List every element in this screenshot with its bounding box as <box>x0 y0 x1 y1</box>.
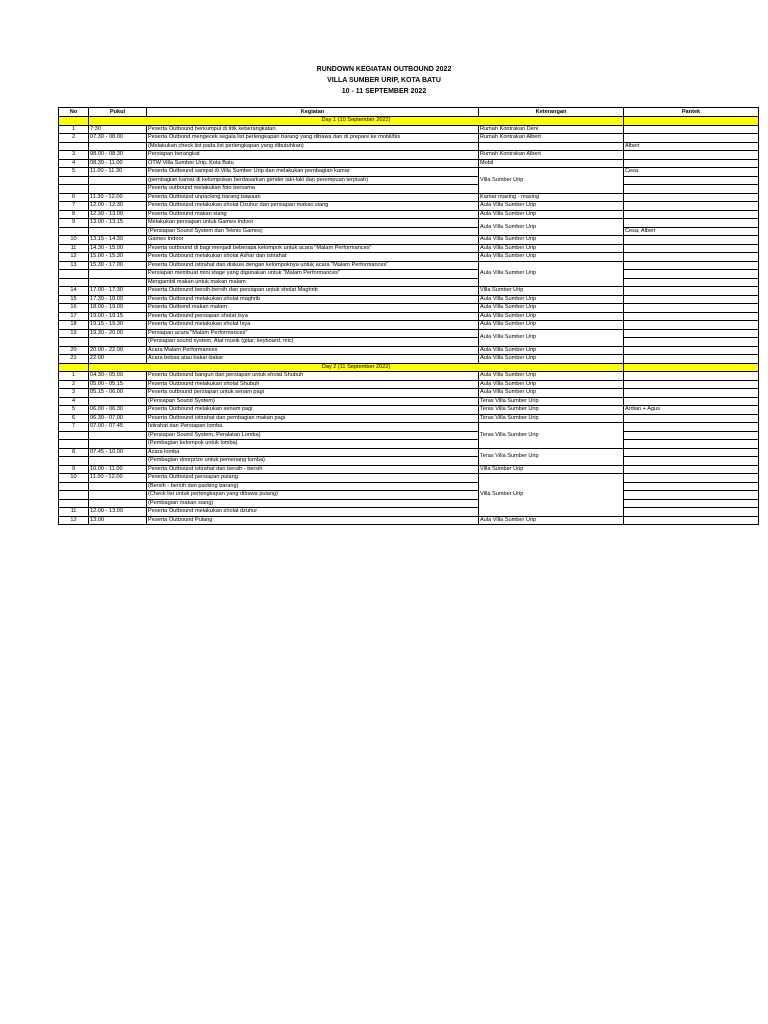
cell-kegiatan: Peserta outbound di bagi menjadi beberapa kelompok untuk acara "Malam Performances" <box>147 244 479 253</box>
cell-pantek <box>624 380 759 389</box>
cell-kegiatan: Peserta Outbound istirahat dan pembagian makan pagi <box>147 414 479 423</box>
cell-kegiatan: Peserta Outbound Pulang <box>147 516 479 525</box>
cell-pantek <box>624 516 759 525</box>
cell-no: 20 <box>59 346 89 355</box>
cell-no: 11 <box>59 508 89 517</box>
table-header-row <box>59 108 759 117</box>
cell-pukul: 08.00 - 08.30 <box>89 151 147 160</box>
cell-pantek <box>624 499 759 508</box>
cell-keterangan: Aula Villa Sumber Urip <box>479 202 624 211</box>
cell-pantek <box>624 414 759 423</box>
table-row <box>59 210 759 219</box>
cell-no: 1 <box>59 372 89 381</box>
day-row-spacer <box>59 117 89 126</box>
cell-kegiatan: Persiapan berangkat <box>147 151 479 160</box>
cell-pantek <box>624 448 759 457</box>
table-row <box>59 440 759 449</box>
cell-no: 3 <box>59 151 89 160</box>
table-row <box>59 253 759 262</box>
cell-pantek: Cesa, Albert <box>624 227 759 236</box>
document-title: RUNDOWN KEGIATAN OUTBOUND 2022 <box>316 66 452 73</box>
cell-keterangan <box>479 142 624 151</box>
cell-pukul: 11.00 - 12.00 <box>89 474 147 483</box>
table-row <box>59 278 759 287</box>
cell-no: 2 <box>59 134 89 143</box>
cell-keterangan: Aula Villa Sumber Urip <box>479 329 624 346</box>
cell-kegiatan: Peserta outbound persiapan untuk senam pagi <box>147 389 479 398</box>
cell-no: 7 <box>59 202 89 211</box>
cell-keterangan: Aula Villa Sumber Urip <box>479 253 624 262</box>
cell-no: 19 <box>59 329 89 338</box>
cell-keterangan: Villa Sumber Urip <box>479 465 624 474</box>
cell-no: 15 <box>59 295 89 304</box>
table-row <box>59 236 759 245</box>
cell-keterangan: Mobil <box>479 159 624 168</box>
cell-keterangan: Aula Villa Sumber Urip <box>479 236 624 245</box>
table-row <box>59 261 759 270</box>
cell-no: 5 <box>59 168 89 177</box>
cell-kegiatan: Acara Malam Performances <box>147 346 479 355</box>
cell-no: 10 <box>59 474 89 483</box>
day-label: Day 2 (11 September 2022) <box>89 363 624 372</box>
cell-pantek <box>624 185 759 194</box>
cell-pukul: 15.00 - 15.30 <box>89 253 147 262</box>
document-location: VILLA SUMBER URIP, KOTA BATU <box>327 77 441 84</box>
cell-no <box>59 278 89 287</box>
cell-kegiatan: (Persiapan Sound System dan Teknis Games) <box>147 227 479 236</box>
cell-no: 17 <box>59 312 89 321</box>
cell-no <box>59 440 89 449</box>
cell-no: 4 <box>59 397 89 406</box>
cell-kegiatan: Peserta Outbond mengecek segala list perlengkapan barang yang dibawa dan di prepare ke mobil/bis <box>147 134 479 143</box>
cell-kegiatan: (pembagian kamar di kelompokan berdasarkan gender laki-laki dan perempuan terpisah) <box>147 176 479 185</box>
cell-keterangan: Teras Villa Sumber Urip <box>479 406 624 415</box>
cell-keterangan: Aula Villa Sumber Urip <box>479 261 624 287</box>
cell-pukul: 17.30 - 18.00 <box>89 295 147 304</box>
cell-keterangan: Rumah Kontrakan Deni <box>479 125 624 134</box>
table-row <box>59 516 759 525</box>
table-row <box>59 151 759 160</box>
cell-keterangan: Teras Villa Sumber Urip <box>479 448 624 465</box>
day-header-row <box>59 363 759 372</box>
cell-no: 9 <box>59 219 89 228</box>
cell-no <box>59 457 89 466</box>
cell-no: 12 <box>59 253 89 262</box>
cell-kegiatan: Mengambil makan untuk makan malam <box>147 278 479 287</box>
cell-pukul: 10.00 - 11.00 <box>89 465 147 474</box>
cell-pukul: 7:30 <box>89 125 147 134</box>
cell-keterangan: Teras Villa Sumber Urip <box>479 414 624 423</box>
cell-no: 2 <box>59 380 89 389</box>
cell-pantek <box>624 261 759 270</box>
cell-pukul <box>89 176 147 185</box>
cell-kegiatan: Peserta Outbound melakukan sholat Dzuhur dan persiapan makan siang <box>147 202 479 211</box>
header-pukul: Pukul <box>89 108 147 117</box>
cell-pantek <box>624 321 759 330</box>
cell-kegiatan: Persiapan membuat mini stage yang digunakan untuk "Malam Performances" <box>147 270 479 279</box>
document-date: 10 - 11 SEPTEMBER 2022 <box>341 88 427 95</box>
cell-pukul: 12.30 - 13.00 <box>89 210 147 219</box>
cell-no <box>59 142 89 151</box>
table-row <box>59 159 759 168</box>
cell-pukul: 13.15 - 14.30 <box>89 236 147 245</box>
cell-pantek <box>624 253 759 262</box>
cell-kegiatan: Istirahat dan Persiapan lomba <box>147 423 479 432</box>
cell-pukul <box>89 278 147 287</box>
cell-kegiatan: Peserta Outbound bangun dan persiapan untuk sholat Shubuh <box>147 372 479 381</box>
cell-pukul <box>89 440 147 449</box>
cell-no: 14 <box>59 287 89 296</box>
cell-pantek <box>624 346 759 355</box>
cell-pukul: 06.30 - 07.00 <box>89 414 147 423</box>
cell-keterangan: Aula Villa Sumber Urip <box>479 219 624 236</box>
cell-pukul: 18.00 - 19.00 <box>89 304 147 313</box>
cell-pantek <box>624 219 759 228</box>
cell-pukul: 07.45 - 10.00 <box>89 448 147 457</box>
table-row <box>59 431 759 440</box>
table-row <box>59 423 759 432</box>
cell-no <box>59 176 89 185</box>
cell-pantek <box>624 465 759 474</box>
cell-no: 16 <box>59 304 89 313</box>
cell-kegiatan: Peserta Outbound melakukan sholat Shubuh <box>147 380 479 389</box>
cell-pantek <box>624 244 759 253</box>
cell-pantek <box>624 474 759 483</box>
table-row <box>59 185 759 194</box>
cell-pantek: Cesa <box>624 168 759 177</box>
cell-kegiatan: Peserta outbound melakukan foto bersama <box>147 185 479 194</box>
cell-kegiatan: (Persiapan sound system, Alat musik (gitar, keyboard, mic) <box>147 338 479 347</box>
cell-kegiatan: Peserta Outbond makan malam <box>147 304 479 313</box>
cell-pukul: 19.00 - 19.15 <box>89 312 147 321</box>
cell-keterangan: Aula Villa Sumber Urip <box>479 295 624 304</box>
cell-pukul: 05.15 - 06.00 <box>89 389 147 398</box>
cell-pukul: 07.00 - 07.45 <box>89 423 147 432</box>
cell-pantek <box>624 125 759 134</box>
table-row <box>59 176 759 185</box>
day-row-spacer <box>624 117 759 126</box>
table-row <box>59 406 759 415</box>
cell-keterangan: Villa Sumber Urip <box>479 168 624 194</box>
table-row <box>59 499 759 508</box>
cell-keterangan: Kamar masing - masing <box>479 193 624 202</box>
cell-kegiatan: Peserta Outbound melakukan senam pagi <box>147 406 479 415</box>
cell-pantek <box>624 338 759 347</box>
cell-pantek <box>624 159 759 168</box>
cell-keterangan: Aula Villa Sumber Urip <box>479 372 624 381</box>
cell-no: 3 <box>59 389 89 398</box>
table-row <box>59 372 759 381</box>
cell-no <box>59 431 89 440</box>
table-row <box>59 295 759 304</box>
cell-kegiatan: OTW Villa Sumber Urip, Kota Batu <box>147 159 479 168</box>
cell-pantek <box>624 202 759 211</box>
cell-keterangan: Aula Villa Sumber Urip <box>479 244 624 253</box>
header-kegiatan: Kegiatan <box>147 108 479 117</box>
cell-pukul <box>89 431 147 440</box>
table-row <box>59 414 759 423</box>
document-title-block <box>0 64 768 97</box>
cell-kegiatan: Peserta Outbound unpacking barang bawaan <box>147 193 479 202</box>
cell-pantek <box>624 482 759 491</box>
cell-keterangan: Aula Villa Sumber Urip <box>479 516 624 525</box>
cell-no: 12 <box>59 516 89 525</box>
cell-no <box>59 270 89 279</box>
cell-kegiatan: Peserta Outbound istirahat dan bersih - bersih <box>147 465 479 474</box>
table-row <box>59 219 759 228</box>
cell-no <box>59 491 89 500</box>
cell-no: 5 <box>59 406 89 415</box>
cell-kegiatan: Peserta Outbound melakukan sholat dzuhur <box>147 508 479 517</box>
cell-keterangan: Aula Villa Sumber Urip <box>479 346 624 355</box>
cell-pukul <box>89 482 147 491</box>
cell-pantek <box>624 210 759 219</box>
cell-pukul: 17.00 - 17.30 <box>89 287 147 296</box>
cell-no <box>59 185 89 194</box>
table-row <box>59 482 759 491</box>
cell-pukul <box>89 338 147 347</box>
cell-keterangan: Aula Villa Sumber Urip <box>479 304 624 313</box>
cell-kegiatan: (Bersih - bersih dan packing barang) <box>147 482 479 491</box>
cell-pukul <box>89 227 147 236</box>
cell-keterangan: Teras Villa Sumber Urip <box>479 423 624 449</box>
cell-pukul <box>89 397 147 406</box>
header-keterangan: Keterangan <box>479 108 624 117</box>
cell-pantek <box>624 287 759 296</box>
cell-kegiatan: (Melakukan check list pada list perlengkapan yang dibutuhkan) <box>147 142 479 151</box>
table-row <box>59 380 759 389</box>
cell-kegiatan: Games Indoor <box>147 236 479 245</box>
cell-keterangan: Aula Villa Sumber Urip <box>479 312 624 321</box>
cell-keterangan: Rumah Kontrakan Albert <box>479 134 624 143</box>
cell-kegiatan: Acara lomba <box>147 448 479 457</box>
cell-pantek <box>624 491 759 500</box>
table-row <box>59 312 759 321</box>
table-row <box>59 304 759 313</box>
cell-keterangan: Aula Villa Sumber Urip <box>479 380 624 389</box>
cell-kegiatan: Peserta Outbound melakukan sholat maghrib <box>147 295 479 304</box>
day-row-spacer <box>624 363 759 372</box>
cell-pukul: 14.30 - 15.00 <box>89 244 147 253</box>
cell-kegiatan: Peserta Outbound melakukan sholat Isya <box>147 321 479 330</box>
day-header-row <box>59 117 759 126</box>
cell-keterangan: Aula Villa Sumber Urip <box>479 355 624 364</box>
cell-pukul: 19.30 - 20.00 <box>89 329 147 338</box>
table-row <box>59 202 759 211</box>
cell-kegiatan: (Pembagian makan siang) <box>147 499 479 508</box>
cell-pantek <box>624 134 759 143</box>
header-no: No <box>59 108 89 117</box>
cell-pantek <box>624 151 759 160</box>
cell-pukul: 05.00 - 05.15 <box>89 380 147 389</box>
cell-pukul: 19.15 - 19.30 <box>89 321 147 330</box>
table-row <box>59 193 759 202</box>
cell-pukul: 13:00 <box>89 516 147 525</box>
cell-keterangan: Aula Villa Sumber Urip <box>479 210 624 219</box>
cell-kegiatan: Peserta Outbound bersih-bersih dan persiapan untuk sholat Maghrib <box>147 287 479 296</box>
cell-pukul: 15.30 - 17.00 <box>89 261 147 270</box>
cell-kegiatan: Peserta Outbound persiapan pulang <box>147 474 479 483</box>
cell-keterangan: Aula Villa Sumber Urip <box>479 389 624 398</box>
table-row <box>59 474 759 483</box>
cell-pukul: 11.30 - 12.00 <box>89 193 147 202</box>
cell-kegiatan: Peserta Outbound berkumpul di titik keberangkatan. <box>147 125 479 134</box>
cell-no: 11 <box>59 244 89 253</box>
cell-pantek <box>624 176 759 185</box>
cell-no: 21 <box>59 355 89 364</box>
table-row <box>59 134 759 143</box>
cell-no: 8 <box>59 210 89 219</box>
cell-pukul <box>89 142 147 151</box>
cell-pantek <box>624 431 759 440</box>
table-row <box>59 397 759 406</box>
cell-kegiatan: Peserta Outbound istirahat dan diskusi dengan kelompoknya untuk acara "Malam Performances" <box>147 261 479 270</box>
cell-no: 7 <box>59 423 89 432</box>
cell-pantek <box>624 355 759 364</box>
cell-no: 4 <box>59 159 89 168</box>
cell-pantek <box>624 440 759 449</box>
table-row <box>59 168 759 177</box>
table-row <box>59 355 759 364</box>
cell-pukul: 06.00 - 06.30 <box>89 406 147 415</box>
cell-no: 6 <box>59 414 89 423</box>
cell-no: 18 <box>59 321 89 330</box>
table-row <box>59 227 759 236</box>
cell-pukul <box>89 457 147 466</box>
cell-pantek <box>624 295 759 304</box>
cell-pukul: 04.30 - 05.00 <box>89 372 147 381</box>
cell-pukul <box>89 270 147 279</box>
table-row <box>59 457 759 466</box>
cell-pantek <box>624 329 759 338</box>
cell-kegiatan: (Pembagian kelompok untuk lomba) <box>147 440 479 449</box>
cell-kegiatan: (Persiapan Sound System, Peralatan Lomba) <box>147 431 479 440</box>
table-row <box>59 508 759 517</box>
cell-keterangan: Villa Sumber Urip <box>479 474 624 517</box>
cell-pantek <box>624 508 759 517</box>
cell-pukul: 20.00 - 22.00 <box>89 346 147 355</box>
cell-pukul: 11.00 - 11.30 <box>89 168 147 177</box>
cell-kegiatan: Peserta Outbound persiapan sholat Isya <box>147 312 479 321</box>
cell-no: 6 <box>59 193 89 202</box>
cell-pukul <box>89 185 147 194</box>
table-row <box>59 448 759 457</box>
cell-pantek <box>624 304 759 313</box>
cell-pantek <box>624 389 759 398</box>
cell-pantek <box>624 278 759 287</box>
table-row <box>59 142 759 151</box>
table-row <box>59 270 759 279</box>
cell-kegiatan: (Check list untuk perlengkapan yang dibawa pulang) <box>147 491 479 500</box>
cell-no <box>59 482 89 491</box>
cell-pantek <box>624 193 759 202</box>
table-row <box>59 338 759 347</box>
cell-pukul <box>89 499 147 508</box>
cell-kegiatan: Peserta Outbound melakukan sholat Ashar dan istirahat <box>147 253 479 262</box>
cell-keterangan: Teras Villa Sumber Urip <box>479 397 624 406</box>
cell-pantek <box>624 457 759 466</box>
cell-no: 10 <box>59 236 89 245</box>
cell-no: 13 <box>59 261 89 270</box>
cell-pantek <box>624 312 759 321</box>
table-row <box>59 389 759 398</box>
cell-kegiatan: Peserta Outbound makan siang <box>147 210 479 219</box>
cell-kegiatan: (Pembagian doorprize untuk pemenang lomba) <box>147 457 479 466</box>
cell-pukul: 12.00 - 13.00 <box>89 508 147 517</box>
cell-keterangan: Aula Villa Sumber Urip <box>479 321 624 330</box>
cell-kegiatan: Melakukan persiapan untuk Games Indoor <box>147 219 479 228</box>
table-row <box>59 244 759 253</box>
cell-pantek <box>624 270 759 279</box>
cell-no <box>59 338 89 347</box>
cell-pukul: 13.00 - 13.15 <box>89 219 147 228</box>
cell-no: 9 <box>59 465 89 474</box>
cell-kegiatan: Peserta Outbound sampai di Villa Sumber Urip dan melakukan pembagian kamar <box>147 168 479 177</box>
cell-keterangan: Villa Sumber Urip <box>479 287 624 296</box>
day-label: Day 1 (10 September 2022) <box>89 117 624 126</box>
cell-pukul <box>89 491 147 500</box>
cell-pantek <box>624 236 759 245</box>
cell-pantek: Albert <box>624 142 759 151</box>
cell-kegiatan: Persiapan acara "Malam Performances" <box>147 329 479 338</box>
cell-pukul: 07.30 - 08.00 <box>89 134 147 143</box>
cell-pantek <box>624 397 759 406</box>
cell-kegiatan: (Persiapan Sound System) <box>147 397 479 406</box>
cell-pantek <box>624 423 759 432</box>
cell-keterangan: Rumah Kontrakan Albert <box>479 151 624 160</box>
cell-pukul: 22:00 <box>89 355 147 364</box>
rundown-table <box>58 107 759 525</box>
table-row <box>59 125 759 134</box>
table-row <box>59 465 759 474</box>
header-pantek: Pantek <box>624 108 759 117</box>
table-row <box>59 321 759 330</box>
day-row-spacer <box>59 363 89 372</box>
cell-kegiatan: Acara bebas atau bakar-bakar <box>147 355 479 364</box>
table-row <box>59 329 759 338</box>
cell-pantek: Ardian + Agus <box>624 406 759 415</box>
table-row <box>59 346 759 355</box>
cell-pantek <box>624 372 759 381</box>
cell-pukul: 08.30 - 11.00 <box>89 159 147 168</box>
cell-pukul: 12.00 - 12.30 <box>89 202 147 211</box>
cell-no: 8 <box>59 448 89 457</box>
cell-no <box>59 227 89 236</box>
cell-no <box>59 499 89 508</box>
table-row <box>59 287 759 296</box>
table-row <box>59 491 759 500</box>
cell-no: 1 <box>59 125 89 134</box>
